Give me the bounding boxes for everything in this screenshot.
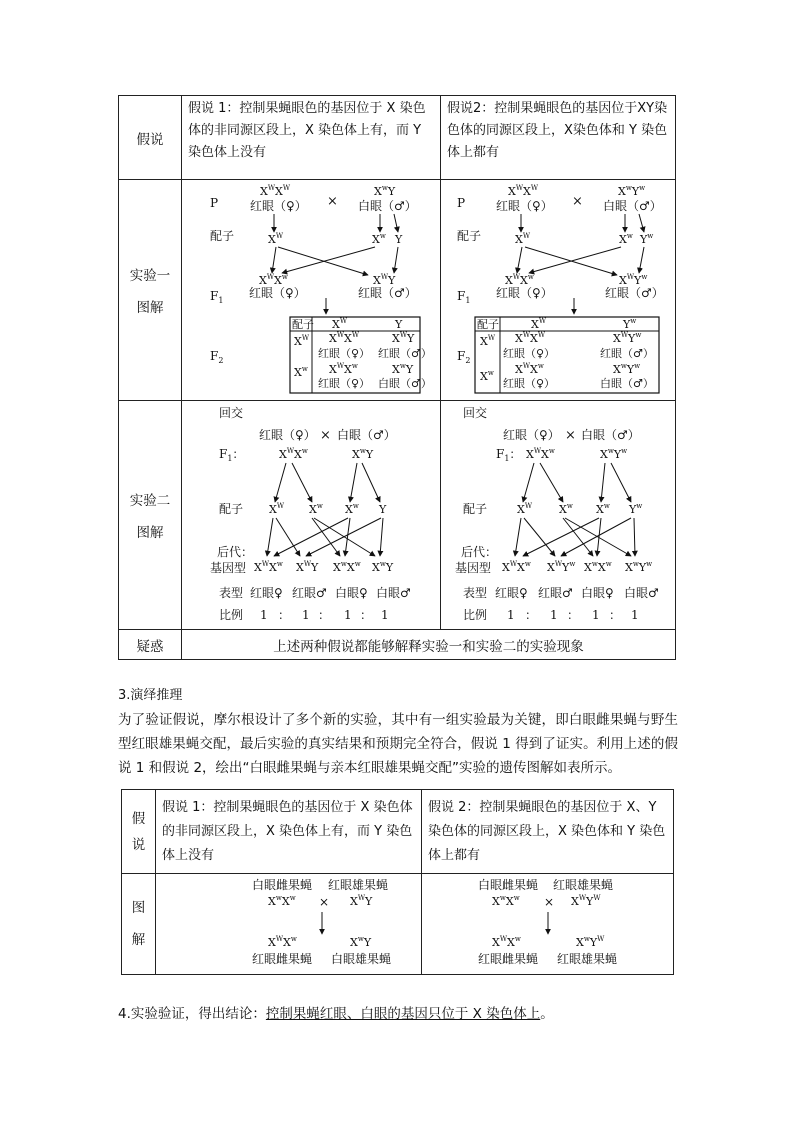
arrow — [523, 463, 534, 502]
deduction-diagram-h2 — [422, 874, 674, 975]
genotype-male: $X^wY^w$ — [600, 447, 628, 461]
row-label-line2: 图解 — [136, 525, 164, 541]
label-phenotype: 表型 — [219, 586, 244, 600]
cell: $X^wY^w$ — [613, 362, 641, 376]
row-label-line1: 实验二 — [129, 493, 171, 509]
arrow — [282, 247, 375, 273]
gamete: $X^w$ — [596, 502, 610, 516]
ratio-1: 1 — [507, 608, 515, 622]
phenotype-parent-male: 白眼（♂） — [603, 199, 662, 213]
phenotype-3: 白眼♀ — [335, 586, 368, 600]
label-char: 解 — [131, 932, 146, 948]
cell-phenotype: 红眼（♀） — [318, 347, 371, 360]
hypothesis-2-text: 假说 2：控制果蝇眼色的基因位于 X、Y 染色体的同源区段上，X 染色体和 Y 染色体上都有 — [422, 790, 674, 874]
row-label-line1: 实验一 — [129, 268, 171, 284]
section-3-title: 3.演绎推理 — [118, 688, 183, 703]
label-F1: $F_1$： — [219, 447, 245, 463]
label-F2: $F_2$ — [210, 349, 224, 365]
arrow — [529, 247, 621, 273]
label-backcross: 回交 — [219, 406, 244, 420]
gamete-male-x: $X^w$ — [372, 232, 386, 246]
label-F2: $F_2$ — [457, 349, 471, 365]
hypothesis-1-text: 假说 1：控制果蝇眼色的基因位于 X 染色体的非同源区段上，X 染色体上有，而 Y 染色体上没有 — [182, 96, 441, 180]
ratio-2: 1 — [550, 608, 558, 622]
cell: $X^WY^w$ — [613, 331, 642, 345]
table-row-experiment-2 — [119, 401, 676, 630]
punnett-header-gamete: 配子 — [477, 318, 499, 331]
phenotype-2: 红眼♂ — [538, 586, 573, 600]
ratio-4: 1 — [631, 608, 639, 622]
deduction-table — [121, 789, 674, 975]
offspring-genotype: $X^WX^w$ — [502, 560, 531, 574]
arrow — [540, 463, 563, 502]
row-label-doubt: 疑惑 — [119, 630, 182, 660]
label-gamete: 配子 — [219, 502, 244, 516]
gamete: $X^W$ — [269, 502, 285, 516]
cross-symbol: × — [320, 428, 331, 443]
F1-female-phenotype: 红眼（♀） — [249, 286, 306, 300]
gamete: $X^W$ — [517, 502, 533, 516]
genotype-female: $X^wX^w$ — [268, 894, 296, 908]
phenotype-parent-female: 红眼（♀） — [250, 199, 307, 213]
experiment-1-diagram-h2 — [441, 180, 676, 401]
phenotype-f1-female: 红眼（♀） — [259, 428, 316, 442]
ratio-sep: ： — [360, 608, 373, 622]
genotype-parent-male: $X^wY$ — [374, 184, 396, 198]
arrow — [276, 518, 300, 556]
punnett-row-xw: $X^w$ — [294, 365, 308, 379]
arrow — [524, 518, 555, 556]
offspring-genotype: $X^WX^w$ — [254, 560, 283, 574]
offspring-genotype: $X^WY$ — [296, 560, 319, 574]
arrow — [515, 518, 521, 556]
experiment-1-diagram-h1 — [182, 180, 441, 401]
hypothesis-2-text: 假说2：控制果蝇眼色的基因位于XY染色体的同源区段上，X染色体和 Y 染色体上都有 — [441, 96, 676, 180]
label-gamete: 配子 — [457, 229, 482, 243]
F1-female-phenotype: 红眼（♀） — [496, 286, 553, 300]
arrow — [394, 247, 398, 273]
table-row-diagram — [122, 874, 674, 975]
label-offspring: 后代： — [217, 545, 254, 559]
phenotype-parent-female: 红眼（♀） — [496, 199, 553, 213]
experiment-2-diagram-h1 — [182, 401, 441, 630]
arrow — [639, 214, 644, 232]
experiment-2-diagram-h2 — [441, 401, 676, 630]
genotype-parent-male: $X^wY^w$ — [618, 184, 646, 198]
label-phenotype: 表型 — [463, 586, 488, 600]
arrow — [275, 463, 286, 502]
arrow — [345, 518, 350, 556]
white-male-label: 白眼雄果蝇 — [331, 952, 392, 966]
label-char: 假 — [131, 810, 146, 827]
row-label-line2: 图解 — [136, 300, 164, 316]
ratio-sep: ： — [278, 608, 291, 622]
label-char: 说 — [131, 836, 146, 853]
row-label-hypothesis: 假说 — [119, 96, 182, 180]
cell: $X^wY$ — [392, 362, 414, 376]
ratio-4: 1 — [381, 608, 389, 622]
punnett-col-x: $X^W$ — [332, 317, 348, 331]
label-genotype: 基因型 — [210, 561, 247, 575]
section-4 — [118, 1002, 554, 1022]
row-label-hypothesis — [122, 790, 156, 874]
arrow — [274, 518, 348, 556]
arrow — [639, 247, 644, 273]
ratio-sep: ： — [567, 608, 580, 622]
label-F1: $F_1$ — [210, 289, 224, 305]
offspring-genotype: $X^wY$ — [372, 560, 394, 574]
label-genotype: 基因型 — [455, 561, 492, 575]
arrow — [267, 518, 273, 556]
section-3-paragraph: 为了验证假说，摩尔根设计了多个新的实验，其中有一组实验最为关键，即白眼雌果蝇与野生型红眼雄果蝇交配，最后实验的真实结果和预期完全符合，假说 1 得到了证实。利用上述的假说 1 和假说 2，绘出“白眼雌果蝇与亲本红眼雄果蝇交配”实验的遗传图解如表所示。 — [118, 712, 678, 776]
red-male-label: 红眼雄果蝇 — [557, 952, 618, 966]
cell-phenotype: 红眼（♀） — [503, 377, 556, 390]
gamete: $Y^w$ — [629, 502, 643, 516]
F1-male-genotype: $X^WY$ — [373, 273, 396, 287]
punnett-col-y: Y — [395, 318, 403, 331]
arrow — [292, 463, 312, 502]
phenotype-1: 红眼♀ — [250, 586, 283, 600]
gamete-female: $X^W$ — [515, 232, 531, 246]
label-F1: $F_1$ — [457, 289, 471, 305]
ratio-sep: ： — [609, 608, 622, 622]
table-row-hypothesis — [119, 96, 676, 180]
punnett-square — [475, 317, 659, 393]
gamete: $X^w$ — [309, 502, 323, 516]
section-4-prefix: 4.实验验证，得出结论： — [118, 1006, 266, 1022]
offspring-genotype: $X^WY^w$ — [547, 560, 576, 574]
red-male-label: 红眼雄果蝇 — [328, 878, 389, 892]
red-female-label: 红眼雌果蝇 — [478, 952, 539, 966]
backcross-diagram — [182, 401, 441, 629]
ratio-3: 1 — [344, 608, 352, 622]
cross-symbol: × — [572, 194, 583, 209]
cell-phenotype: 红眼（♀） — [503, 347, 556, 360]
cross-diagram — [441, 180, 676, 400]
punnett-col-x: $X^W$ — [531, 317, 547, 331]
hypothesis-comparison-table — [118, 95, 676, 660]
ratio-3: 1 — [592, 608, 600, 622]
row-label-diagram — [122, 874, 156, 975]
ratio-sep: ： — [525, 608, 538, 622]
cell-phenotype: 红眼（♂） — [378, 347, 432, 360]
gamete: Y — [379, 503, 387, 516]
arrow — [306, 518, 381, 556]
cell: $X^WX^w$ — [329, 362, 358, 376]
label-offspring: 后代： — [461, 545, 498, 559]
genotype-male: $X^wY$ — [352, 447, 374, 461]
genotype-male: $X^WY$ — [350, 894, 373, 908]
cross-symbol: × — [544, 895, 555, 909]
cross-diagram — [156, 874, 422, 974]
arrow — [350, 463, 357, 502]
F1-male-genotype: $X^WY^w$ — [619, 273, 648, 287]
F1-female-genotype: $X^WX^w$ — [259, 273, 288, 287]
label-ratio: 比例 — [219, 608, 244, 622]
ratio-2: 1 — [302, 608, 310, 622]
label-gamete: 配子 — [463, 502, 488, 516]
label-ratio: 比例 — [463, 608, 488, 622]
arrow — [634, 518, 635, 556]
phenotype-4: 白眼♂ — [624, 586, 659, 600]
gamete-female: $X^W$ — [268, 232, 284, 246]
cell-phenotype: 白眼（♂） — [378, 377, 432, 390]
gamete: $X^w$ — [345, 502, 359, 516]
genotype-parent-female: $X^WX^W$ — [508, 184, 539, 198]
F1-male-phenotype: 红眼（♂） — [605, 286, 664, 300]
genotype-male: $X^WY^W$ — [571, 894, 601, 908]
red-female-label: 红眼雌果蝇 — [252, 952, 313, 966]
punnett-square — [290, 317, 432, 393]
section-4-conclusion: 控制果蝇红眼、白眼的基因只位于 X 染色体上 — [265, 1006, 541, 1022]
punnett-col-y: $Y^w$ — [623, 317, 637, 331]
offspring-genotype: $X^wX^w$ — [584, 560, 612, 574]
cell: $X^WY$ — [392, 331, 415, 345]
label-P: P — [457, 196, 466, 210]
punnett-row-xw: $X^w$ — [480, 369, 494, 383]
phenotype-3: 白眼♀ — [581, 586, 614, 600]
label-char: 图 — [131, 900, 146, 916]
ratio-sep: ： — [318, 608, 331, 622]
white-female-label: 白眼雌果蝇 — [478, 878, 539, 892]
offspring-genotype: $X^wY$ — [350, 935, 372, 949]
table-row-doubt — [119, 630, 676, 660]
offspring-genotype: $X^wX^w$ — [333, 560, 361, 574]
cell: $X^WX^w$ — [515, 362, 544, 376]
row-label-experiment-1 — [119, 180, 182, 401]
genotype-f1-female: $X^WX^w$ — [526, 447, 555, 461]
label-F1: $F_1$： — [496, 447, 522, 463]
offspring-genotype: $X^wY^W$ — [576, 935, 605, 949]
cell-phenotype: 红眼（♂） — [600, 347, 654, 360]
cross-diagram — [422, 874, 674, 974]
red-male-label: 红眼雄果蝇 — [553, 878, 614, 892]
arrow — [601, 463, 605, 502]
F1-male-phenotype: 红眼（♂） — [358, 286, 417, 300]
phenotype-parent-male: 白眼（♂） — [337, 428, 396, 442]
punnett-row-xW: $X^W$ — [294, 334, 310, 348]
genotype-parent-female: $X^WX^W$ — [260, 184, 291, 198]
phenotype-1: 红眼♀ — [495, 586, 528, 600]
gamete-male-y: Y — [395, 233, 403, 246]
phenotype-4: 白眼♂ — [376, 586, 411, 600]
cell: $X^WX^W$ — [329, 331, 360, 345]
deduction-diagram-h1 — [156, 874, 422, 975]
genotype-female: $X^wX^w$ — [492, 894, 520, 908]
offspring-genotype: $X^wY^w$ — [625, 560, 653, 574]
arrow — [517, 247, 522, 273]
punnett-header-gamete: 配子 — [292, 318, 314, 331]
table-row-experiment-1 — [119, 180, 676, 401]
cell-phenotype: 红眼（♀） — [318, 377, 371, 390]
F1-female-genotype: $X^WX^w$ — [505, 273, 534, 287]
gamete: $X^w$ — [559, 502, 573, 516]
label-P: P — [210, 196, 219, 210]
backcross-diagram — [441, 401, 676, 629]
doubt-text: 上述两种假说都能够解释实验一和实验二的实验现象 — [182, 630, 676, 660]
arrow — [380, 518, 383, 556]
row-label-experiment-2 — [119, 401, 182, 630]
cross-symbol: × — [327, 194, 338, 209]
label-backcross: 回交 — [463, 406, 488, 420]
ratio-1: 1 — [260, 608, 268, 622]
phenotype-parent-male: 白眼（♂） — [358, 199, 417, 213]
cross-symbol: × — [565, 428, 576, 443]
gamete-male-y: $Y^w$ — [640, 232, 654, 246]
white-female-label: 白眼雌果蝇 — [252, 878, 313, 892]
phenotype-2: 红眼♂ — [292, 586, 327, 600]
phenotype-parent-male: 白眼（♂） — [581, 428, 640, 442]
section-4-end: 。 — [540, 1006, 554, 1022]
arrow — [611, 463, 631, 502]
cross-diagram — [182, 180, 441, 400]
arrow — [523, 518, 599, 556]
table-row-hypothesis — [122, 790, 674, 874]
gamete-male-x: $X^w$ — [619, 232, 633, 246]
punnett-row-xW: $X^W$ — [480, 334, 496, 348]
arrow — [272, 247, 276, 273]
arrow — [394, 214, 398, 232]
cell-phenotype: 白眼（♂） — [600, 377, 654, 390]
cell: $X^WX^W$ — [515, 331, 546, 345]
label-gamete: 配子 — [210, 229, 235, 243]
offspring-genotype: $X^WX^w$ — [492, 935, 521, 949]
cross-symbol: × — [319, 895, 330, 909]
hypothesis-1-text: 假说 1：控制果蝇眼色的基因位于 X 染色体的非同源区段上，X 染色体上有，而 Y 染色体上没有 — [156, 790, 422, 874]
phenotype-f1-female: 红眼（♀） — [503, 428, 560, 442]
offspring-genotype: $X^WX^w$ — [268, 935, 297, 949]
arrow — [362, 463, 380, 502]
genotype-f1-female: $X^WX^w$ — [279, 447, 308, 461]
